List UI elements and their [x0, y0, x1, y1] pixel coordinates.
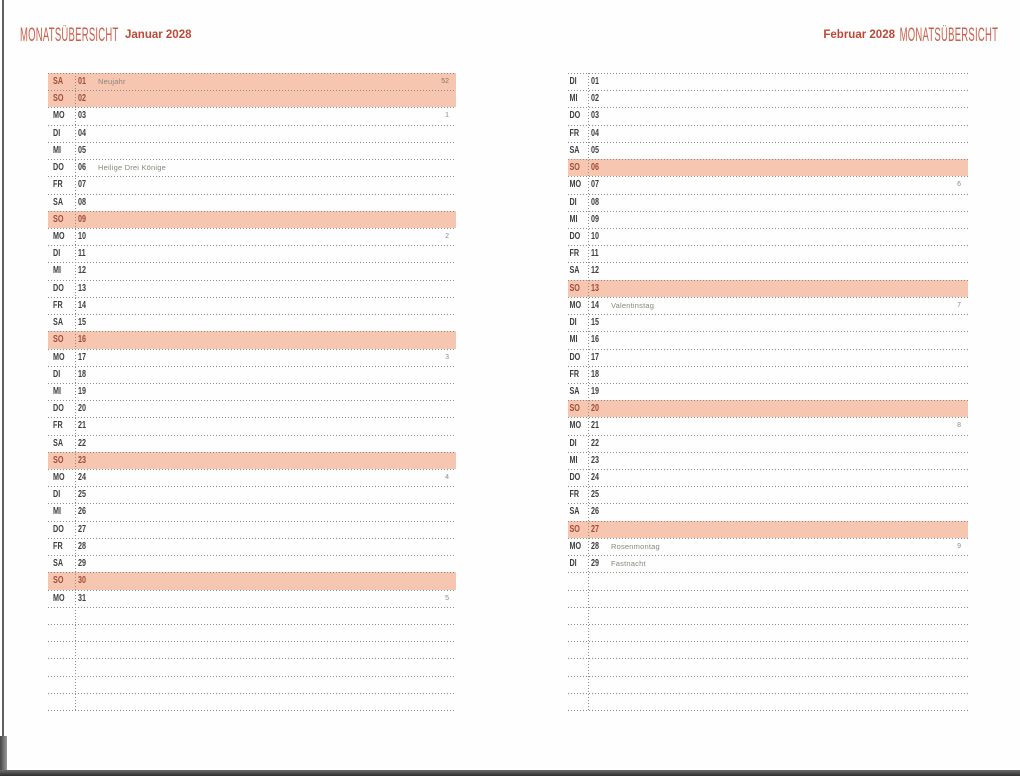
day-abbreviation: MO	[569, 299, 582, 311]
day-column-divider	[75, 73, 76, 711]
day-abbreviation: DO	[53, 403, 64, 415]
day-abbreviation: FR	[53, 540, 63, 552]
day-abbreviation: MO	[569, 179, 582, 191]
day-number: 22	[591, 437, 600, 449]
day-abbreviation: SA	[53, 196, 64, 208]
day-row	[568, 211, 968, 228]
holiday-label: Neujahr	[98, 77, 126, 86]
day-abbreviation: MI	[569, 93, 578, 105]
day-row	[568, 400, 968, 417]
day-abbreviation: SO	[569, 523, 580, 535]
day-row	[48, 590, 456, 607]
brand-title-text: MONATSÜBERSICHT	[899, 25, 998, 46]
day-row	[568, 194, 968, 211]
day-row	[48, 417, 456, 434]
empty-row	[48, 624, 456, 641]
day-abbreviation: SA	[53, 437, 64, 449]
day-column-divider	[588, 73, 589, 711]
day-abbreviation: FR	[569, 127, 580, 139]
day-abbreviation: DO	[53, 282, 64, 294]
day-number: 01	[78, 76, 87, 87]
day-abbreviation: DI	[53, 489, 61, 501]
day-abbreviation: DI	[569, 317, 577, 329]
day-row	[568, 280, 968, 297]
day-abbreviation: MO	[53, 110, 65, 122]
day-number: 13	[591, 282, 600, 294]
day-number: 30	[78, 575, 87, 587]
empty-row	[48, 693, 456, 710]
day-number: 04	[78, 127, 87, 139]
day-row	[568, 486, 968, 503]
day-number: 25	[78, 489, 87, 501]
day-row	[48, 349, 456, 366]
day-abbreviation: DO	[569, 472, 581, 484]
day-row	[568, 314, 968, 331]
day-row	[48, 228, 456, 245]
day-number: 03	[591, 110, 600, 122]
day-abbreviation: MI	[569, 454, 578, 466]
day-number: 12	[591, 265, 600, 277]
empty-row	[48, 641, 456, 658]
day-abbreviation: SA	[569, 265, 580, 277]
day-row	[568, 176, 968, 193]
day-number: 05	[78, 144, 87, 156]
day-row	[48, 555, 456, 572]
day-number: 11	[591, 248, 599, 260]
day-number: 14	[591, 299, 600, 311]
day-abbreviation: MI	[53, 385, 62, 397]
day-row	[48, 142, 456, 159]
day-row	[48, 159, 456, 176]
day-row	[48, 314, 456, 331]
day-abbreviation: MI	[53, 144, 62, 156]
day-number: 20	[591, 403, 600, 415]
week-number: 3	[445, 353, 449, 361]
holiday-label: Heilige Drei Könige	[98, 163, 167, 173]
day-row	[48, 90, 456, 107]
day-row	[48, 521, 456, 538]
day-abbreviation: DO	[53, 162, 64, 174]
day-row	[48, 400, 456, 417]
day-abbreviation: FR	[53, 179, 63, 191]
day-abbreviation: DI	[569, 437, 577, 449]
day-abbreviation: DI	[569, 558, 577, 570]
day-number: 15	[591, 317, 600, 329]
day-number: 07	[78, 179, 87, 191]
day-abbreviation: DO	[569, 110, 581, 122]
day-number: 19	[591, 385, 600, 397]
day-row	[568, 366, 968, 383]
day-abbreviation: MI	[53, 506, 62, 518]
day-number: 28	[78, 540, 87, 552]
day-abbreviation: DI	[569, 76, 577, 87]
brand-title-text: MONATSÜBERSICHT	[20, 25, 119, 46]
day-abbreviation: MI	[569, 213, 578, 225]
day-number: 19	[78, 385, 87, 397]
day-number: 27	[591, 523, 600, 535]
day-abbreviation: DO	[569, 230, 581, 242]
day-abbreviation: MO	[53, 472, 65, 484]
empty-row	[568, 693, 968, 710]
day-abbreviation: MO	[569, 420, 582, 432]
day-number: 26	[591, 506, 600, 518]
day-abbreviation: MO	[53, 592, 65, 604]
page-left-edge	[2, 0, 4, 776]
day-abbreviation: DO	[569, 351, 581, 363]
day-abbreviation: SO	[53, 93, 64, 105]
day-number: 07	[591, 179, 600, 191]
day-row	[48, 176, 456, 193]
day-row	[48, 262, 456, 279]
day-number: 23	[78, 454, 87, 466]
day-number: 28	[591, 540, 600, 552]
day-row	[568, 383, 968, 400]
day-number: 01	[591, 76, 600, 87]
holiday-label: Valentinstag	[611, 300, 655, 310]
brand-title-right	[801, 26, 998, 45]
day-number: 15	[78, 317, 87, 329]
day-abbreviation: MI	[569, 334, 578, 346]
week-number: 6	[957, 181, 961, 189]
day-row	[48, 331, 456, 348]
day-row	[568, 469, 968, 486]
day-row	[568, 262, 968, 279]
page-bottom-edge	[0, 770, 1020, 776]
day-number: 03	[78, 110, 87, 122]
week-number: 52	[441, 78, 449, 85]
day-row	[568, 452, 968, 469]
day-number: 21	[78, 420, 87, 432]
day-abbreviation: FR	[569, 248, 580, 260]
day-row	[568, 228, 968, 245]
day-row	[568, 159, 968, 176]
empty-row	[48, 658, 456, 675]
day-abbreviation: DO	[53, 523, 64, 535]
day-number: 23	[591, 454, 600, 466]
day-row	[48, 73, 456, 90]
day-row	[48, 194, 456, 211]
day-number: 22	[78, 437, 87, 449]
holiday-label: Fastnacht	[611, 559, 646, 569]
day-row	[568, 73, 968, 90]
day-number: 12	[78, 265, 87, 277]
day-number: 06	[591, 162, 600, 174]
week-number: 1	[445, 112, 449, 120]
day-abbreviation: SO	[53, 575, 64, 587]
day-row	[568, 107, 968, 124]
day-abbreviation: SA	[53, 317, 64, 329]
day-number: 27	[78, 523, 87, 535]
day-number: 10	[78, 230, 87, 242]
grid-bottom-rule	[48, 710, 456, 711]
day-number: 08	[78, 196, 87, 208]
day-abbreviation: SA	[53, 558, 64, 570]
day-row	[48, 125, 456, 142]
day-abbreviation: FR	[569, 489, 580, 501]
day-number: 04	[591, 127, 600, 139]
day-abbreviation: DI	[53, 248, 61, 260]
day-number: 13	[78, 282, 87, 294]
day-number: 09	[591, 213, 600, 225]
day-abbreviation: SO	[569, 403, 580, 415]
week-number: 8	[957, 422, 961, 430]
day-row	[48, 469, 456, 486]
day-number: 18	[78, 368, 87, 380]
week-number: 7	[957, 301, 961, 309]
day-abbreviation: FR	[569, 368, 580, 380]
day-row	[568, 555, 968, 572]
day-number: 05	[591, 144, 600, 156]
day-row	[568, 435, 968, 452]
day-row	[48, 503, 456, 520]
day-row	[568, 521, 968, 538]
month-title-january: Januar 2028	[125, 29, 192, 41]
day-row	[568, 349, 968, 366]
day-row	[568, 125, 968, 142]
day-number: 20	[78, 403, 87, 415]
day-number: 09	[78, 213, 87, 225]
day-number: 29	[78, 558, 87, 570]
day-row	[48, 538, 456, 555]
day-number: 16	[591, 334, 600, 346]
day-row	[568, 417, 968, 434]
empty-row	[568, 624, 968, 641]
day-row	[48, 297, 456, 314]
day-abbreviation: SA	[53, 76, 64, 87]
day-row	[568, 503, 968, 520]
day-abbreviation: SO	[569, 282, 580, 294]
day-number: 14	[78, 299, 87, 311]
day-abbreviation: SO	[53, 213, 64, 225]
day-abbreviation: SA	[569, 385, 580, 397]
week-number: 4	[445, 474, 449, 482]
day-number: 02	[591, 93, 600, 105]
day-abbreviation: FR	[53, 420, 63, 432]
day-number: 24	[78, 472, 87, 484]
day-row	[568, 538, 968, 555]
day-abbreviation: MO	[569, 540, 582, 552]
empty-row	[568, 641, 968, 658]
day-row	[568, 245, 968, 262]
day-row	[568, 90, 968, 107]
empty-row	[568, 658, 968, 675]
day-abbreviation: DI	[53, 368, 61, 380]
day-abbreviation: SA	[569, 506, 580, 518]
empty-row	[568, 607, 968, 624]
day-row	[48, 572, 456, 589]
day-number: 25	[591, 489, 600, 501]
day-row	[48, 486, 456, 503]
empty-row	[568, 572, 968, 589]
day-row	[48, 366, 456, 383]
day-row	[48, 280, 456, 297]
day-row	[48, 211, 456, 228]
month-grid-january	[48, 73, 456, 711]
day-row	[568, 142, 968, 159]
week-number: 5	[445, 594, 449, 602]
day-number: 17	[591, 351, 600, 363]
month-title-february: Februar 2028	[823, 29, 895, 41]
empty-row	[568, 676, 968, 693]
day-abbreviation: MO	[53, 351, 65, 363]
holiday-label: Rosenmontag	[611, 541, 660, 551]
empty-row	[568, 590, 968, 607]
grid-bottom-rule	[568, 710, 968, 711]
day-number: 29	[591, 558, 600, 570]
day-abbreviation: FR	[53, 299, 63, 311]
day-number: 17	[78, 351, 87, 363]
day-number: 26	[78, 506, 87, 518]
day-abbreviation: MI	[53, 265, 62, 277]
day-abbreviation: DI	[53, 127, 61, 139]
empty-row	[48, 607, 456, 624]
day-number: 21	[591, 420, 600, 432]
day-number: 02	[78, 93, 87, 105]
month-grid-february	[568, 73, 968, 711]
week-number: 2	[445, 232, 449, 240]
day-number: 24	[591, 472, 600, 484]
day-row	[568, 297, 968, 314]
day-row	[568, 331, 968, 348]
day-number: 08	[591, 196, 600, 208]
day-abbreviation: SA	[569, 144, 580, 156]
day-number: 18	[591, 368, 600, 380]
day-number: 11	[78, 248, 86, 260]
day-rows	[568, 73, 968, 710]
day-number: 06	[78, 162, 87, 174]
day-abbreviation: SO	[53, 454, 64, 466]
week-number: 9	[957, 542, 961, 550]
day-row	[48, 383, 456, 400]
day-rows	[48, 73, 456, 710]
day-row	[48, 107, 456, 124]
day-abbreviation: MO	[53, 230, 65, 242]
day-row	[48, 435, 456, 452]
day-row	[48, 452, 456, 469]
day-abbreviation: SO	[569, 162, 580, 174]
day-number: 31	[78, 592, 87, 604]
day-row	[48, 245, 456, 262]
day-abbreviation: SO	[53, 334, 64, 346]
day-number: 16	[78, 334, 87, 346]
empty-row	[48, 676, 456, 693]
day-number: 10	[591, 230, 600, 242]
day-abbreviation: DI	[569, 196, 577, 208]
